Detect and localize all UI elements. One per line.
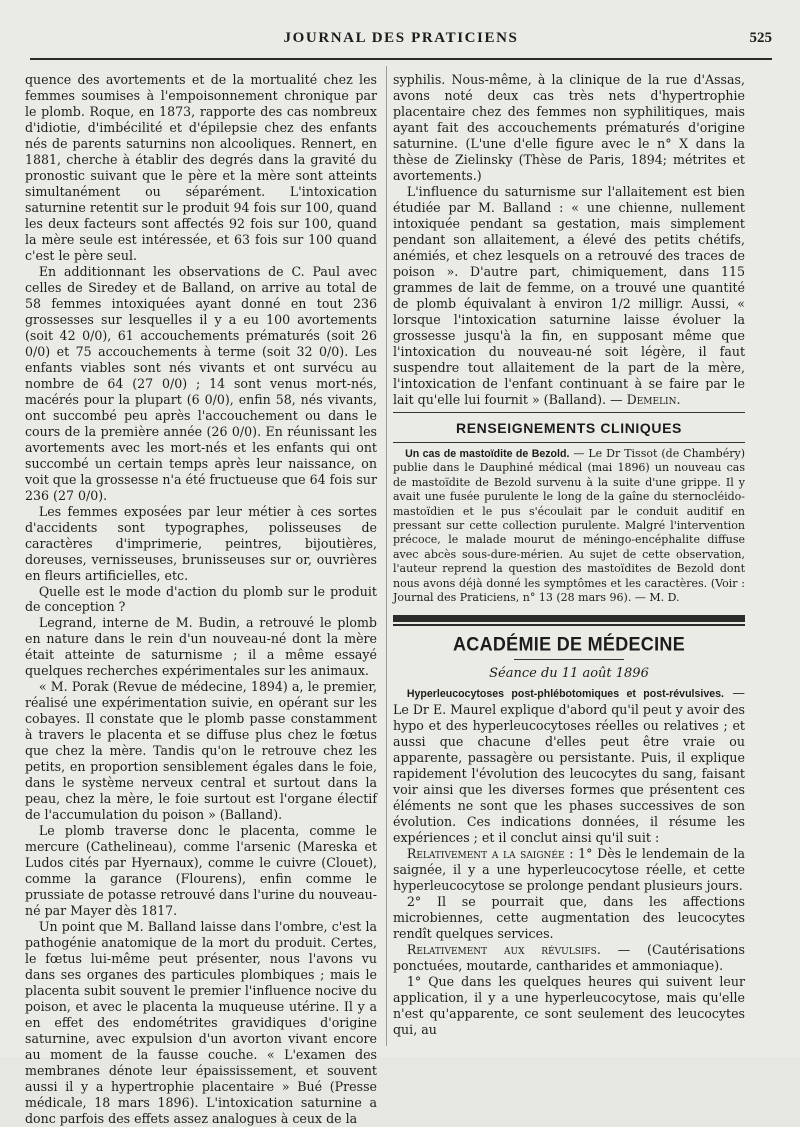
column-divider xyxy=(386,66,387,1046)
paragraph xyxy=(393,685,745,846)
paragraph-text: — Le Dr E. Maurel explique d'abord qu'il peut y avoir des hypo et des hyperleucocytoses réelles ou relatives ; et aussi que chacune d'elles peut être vraie ou apparente, passagère ou persistante. Puis, il explique rapidement l'évolution des leucocytes du sang, faisant voir ainsi que les diverses formes que présentent ces éléments ne sont que les phases successives de son évolution. Ces indications données, il résume les expériences ; et il conclut ainsi qu'il suit : xyxy=(393,685,745,846)
paragraph xyxy=(393,846,745,894)
paragraph-text: — (Cautérisations ponctuées, moutarde, cantharides et ammoniaque). xyxy=(393,942,745,974)
clinical-note-title: Un cas de mastoïdite de Bezold. xyxy=(405,448,570,460)
section-rule xyxy=(393,412,745,413)
right-column xyxy=(393,72,745,1047)
paragraph: 2° Il se pourrait que, dans les affections microbiennes, cette augmentation des leucocytes rendît quelques services. xyxy=(393,894,745,942)
journal-title: JOURNAL DES PRATICIENS xyxy=(283,30,519,46)
section-title: RENSEIGNEMENTS CLINIQUES xyxy=(456,420,682,436)
paragraph: 1° Que dans les quelques heures qui suivent leur application, il y a une hyperleucocytose, mais qu'elle n'est qu'apparente, ce sont seulement des leucocytes qui, au xyxy=(393,974,745,1038)
paragraph xyxy=(393,942,745,974)
section-rule xyxy=(393,442,745,443)
header-rule xyxy=(30,58,772,60)
subsection-label: Relativement aux révulsifs. xyxy=(406,942,601,958)
paragraph: En additionnant les observations de C. Paul avec celles de Siredey et de Balland, on arrive au total de 58 femmes intoxiquées ayant donné en tout 236 grossesses sur lesquelles il y a eu 100 avortements (soit 42 0/0), 61 accouchements prématurés (soit 26 0/0) et 75 accouchements à terme (soit 32 0/0). Les enfants viables sont nés vivants et ont survécu au nombre de 64 (27 0/0) ; 14 sont venus mort-nés, macérés pour la plupart (6 0/0), enfin 58, nés vivants, ont succombé peu après l'accouchement ou dans le cours de la première année (26 0/0). En réunissant les avortements avec les mort-nés et les enfants qui ont succombé un certain temps après leur naissance, on voit que la grossesse n'a été fructueuse que 64 fois sur 236 (27 0/0). xyxy=(25,263,377,503)
paragraph: Un point que M. Balland laisse dans l'ombre, c'est la pathogénie anatomique de la mort du produit. Certes, le fœtus lui-même peut présenter, nous l'avons vu dans ses organes des particules plombiques ; mais le placenta subit souvent le premier l'influence nocive du poison, et avec le placenta la muqueuse utérine. Il y a en effet des endométrites gravidiques d'origine saturnine, avec expulsion d'un avorton vivant encore au moment de la fausse couche. « L'examen des membranes dénote leur épaississement, et souvent aussi il y a hypertrophie placentaire » Bué (Presse médicale, 18 mars 1896). L'intoxication saturnine a donc parfois des effets assez analogues à ceux de la xyxy=(25,919,377,1126)
page-number: 525 xyxy=(749,30,772,46)
paragraph: « M. Porak (Revue de médecine, 1894) a, le premier, réalisé une expérimentation suivie, en opérant sur les cobayes. Il constate que le plomb passe constamment à travers le placenta et se diffuse plus chez le fœtus que chez la mère. Tandis qu'on le retrouve chez les petits, en proportion sensiblement égales dans le foie, dans le système nerveux central et surtout dans la peau, chez la mère, le foie surtout est l'organe électif de l'accumulation du poison » (Balland). xyxy=(25,679,377,823)
paragraph: Le plomb traverse donc le placenta, comme le mercure (Cathelineau), comme l'arsenic (Mareska et Ludos cités par Hyernaux), comme le cuivre (Clouet), comme la garance (Flourens), enfin comme le prussiate de potasse retrouvé dans l'urine du nouveau-né par Mayer dès 1817. xyxy=(25,823,377,919)
paragraph xyxy=(393,184,745,408)
academy-rule xyxy=(514,659,624,660)
paragraph: syphilis. Nous-même, à la clinique de la rue d'Assas, avons noté deux cas très nets d'hypertrophie placentaire chez des femmes non syphilitiques, mais ayant fait des accouchements prématurés d'origine saturnine. (L'une d'elle figure avec le n° X dans la thèse de Zielinsky (Thèse de Paris, 1894; métrites et avortements.) xyxy=(393,72,745,183)
paragraph: Les femmes exposées par leur métier à ces sortes d'accidents sont typographes, polisseuses de caractères d'imprimerie, peintres, bijoutières, doreuses, vernisseuses, brunisseuses sur or, ouvrières en fleurs artificielles, etc. xyxy=(25,503,377,583)
left-column xyxy=(25,72,377,1126)
academy-title: ACADÉMIE DE MÉDECINE xyxy=(452,633,686,656)
page-header xyxy=(30,30,772,54)
paragraph: Quelle est le mode d'action du plomb sur le produit de conception ? xyxy=(25,583,377,615)
paragraph-text: : 1° Dès le lendemain de la saignée, il y a une hyperleucocytose réelle, et cette hyperleucocytose se prolonge pendant plusieurs jours. xyxy=(393,846,745,894)
clinical-note xyxy=(393,447,745,605)
session-date: Séance du 11 août 1896 xyxy=(489,666,649,682)
section-band xyxy=(393,615,745,622)
paragraph-text: L'influence du saturnisme sur l'allaitement est bien étudiée par M. Balland : « une chienne, nullement intoxiquée pendant sa gestation, mais simplement pendant son allaitement, a élevé des petits chétifs, anémiés, et chez lesquels on a retrouvé des traces de poison ». D'autre part, chimiquement, dans 115 grammes de lait de femme, on a trouvé une quantité de plomb équivalant à environ 1/2 milligr. Aussi, « lorsque l'intoxication saturnine laisse évoluer la grossesse jusqu'à la fin, en supposant même que l'intoxication du nouveau-né soit légère, il faut suspendre tout allaitement de la part de la mère, l'intoxication de l'enfant continuant à se faire par le lait qu'elle lui fournit » (Balland). — xyxy=(393,184,745,407)
author-signature: Demelin. xyxy=(626,392,681,407)
academy-topic-title: Hyperleucocytoses post-phlébotomiques et post-révulsives. xyxy=(406,688,724,701)
paragraph: Legrand, interne de M. Budin, a retrouvé le plomb en nature dans le rein d'un nouveau-né dont la mère était atteinte de saturnisme ; il a même essayé quelques recherches expérimentales sur les animaux. xyxy=(25,615,377,679)
paragraph: quence des avortements et de la mortualité chez les femmes soumises à l'empoisonnement chronique par le plomb. Roque, en 1873, rapporte des cas nombreux d'idiotie, d'imbécilité et d'épilepsie chez des enfants nés de parents saturnins non alcooliques. Rennert, en 1881, cherche à établir des degrés dans la gravité du pronostic suivant que le père et la mère sont atteints simultanément ou séparément. L'intoxication saturnine retentit sur le produit 94 fois sur 100, quand les deux facteurs sont affectés 92 fois sur 100, quand la mère seule est intéressée, et 63 fois sur 100 quand c'est le père seul. xyxy=(25,72,377,263)
subsection-label: Relativement a la saignée xyxy=(406,846,565,862)
clinical-note-text: — Le Dr Tissot (de Chambéry) publie dans le Dauphiné médical (mai 1896) un nouveau cas de mastoïdite de Bezold survenu à la suite d'une grippe. Il y avait une fusée purulente le long de la gaîne du sternocléido-mastoïdien et le pus s'écoulait par le conduit auditif en pressant sur cette collection purulente. Malgré l'intervention précoce, le malade mourut de méningo-encéphalite diffuse avec abcès sous-dure-mérien. Au sujet de cette observation, l'auteur reprend la question des mastoïdites de Bezold dont nous avons déjà donné les symptômes et les caractères. (Voir : Journal des Praticiens, n° 13 (28 mars 96). — M. D. xyxy=(393,447,745,605)
section-band xyxy=(393,624,745,626)
